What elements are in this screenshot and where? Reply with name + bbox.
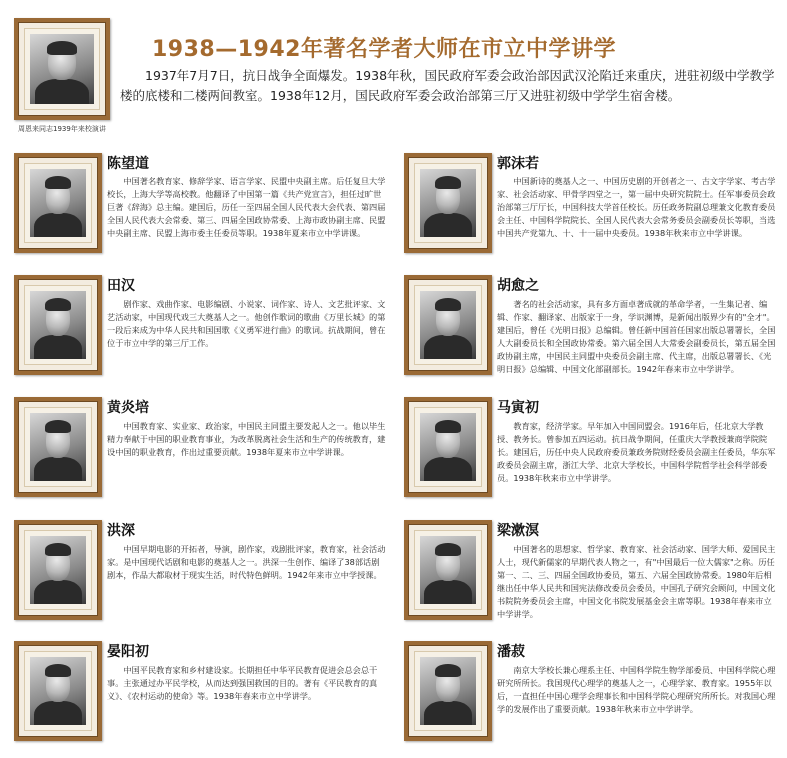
- scholar-name: 潘菽: [497, 644, 525, 660]
- scholar-portrait-frame: [404, 641, 492, 741]
- scholar-name: 晏阳初: [107, 644, 149, 660]
- scholar-portrait-photo: [30, 536, 86, 604]
- header-photo-caption: 周恩来同志1939年来校演讲: [18, 125, 106, 133]
- scholar-portrait-frame: [404, 153, 492, 253]
- scholar-portrait-frame: [404, 397, 492, 497]
- scholar-bio: 中国新诗的奠基人之一、中国历史剧的开创者之一、古文字学家、考古学家、社会活动家、甲骨学四堂之一，第一届中央研究院院士。任军事委员会政治部第三厅厅长，中国科技大学首任校长。历任政务院副总理兼文化教育委员会主任、中国科学院院长、全国人民代表大会常务委员会副委员长等职，当选中国共产党第九、十、十一届中央委员。1938年秋来市立中学讲课。: [497, 176, 776, 238]
- scholar-bio: 中国早期电影的开拓者，导演，剧作家，戏剧批评家，教育家，社会活动家。是中国现代话剧和电影的奠基人之一。洪深一生创作、编译了38部话剧剧本，作品大都取材于现实生活，时代特色鲜明。1942年来市立中学授课。: [107, 544, 386, 580]
- scholar-name: 黄炎培: [107, 400, 149, 416]
- page-title: 1938—1942年著名学者大师在市立中学讲学: [152, 37, 616, 62]
- scholar-name: 马寅初: [497, 400, 539, 416]
- scholar-bio: 中国著名的思想家、哲学家、教育家、社会活动家、国学大师、爱国民主人士，现代新儒家的早期代表人物之一，有"中国最后一位大儒家"之称。历任第一、二、三、四届全国政协委员，第五、六届全国政协常委。1980年后相继出任中华人民共和国宪法修改委员会委员，中国孔子研究会顾问，中国文化书院院务委员会主席，中国文化书院发展基金会主席等职。1938年春来市立中学讲学。: [497, 544, 776, 619]
- scholar-bio: 中国教育家、实业家、政治家，中国民主同盟主要发起人之一。他以毕生精力奉献于中国的职业教育事业，为改革脱离社会生活和生产的传统教育，建设中国的职业教育，作出过重要贡献。1938年夏来市立中学讲课。: [107, 421, 386, 457]
- scholar-name: 田汉: [107, 278, 135, 294]
- scholar-bio: 南京大学校长兼心理系主任、中国科学院生物学部委员、中国科学院心理研究所所长。我国现代心理学的奠基人之一，心理学家、教育家。1955年以后，一直担任中国心理学会理事长和中国科学院心理研究所所长。对我国心理学的发展作出了重要贡献。1938年秋来市立中学讲学。: [497, 665, 776, 714]
- scholar-portrait-frame: [14, 153, 102, 253]
- scholar-portrait-frame: [14, 641, 102, 741]
- scholar-portrait-photo: [420, 291, 476, 359]
- header-portrait-frame: [14, 18, 110, 120]
- scholar-name: 洪深: [107, 523, 135, 539]
- scholar-portrait-frame: [14, 397, 102, 497]
- header-portrait-photo: [30, 34, 94, 104]
- scholar-portrait-frame: [14, 520, 102, 620]
- scholar-portrait-photo: [420, 413, 476, 481]
- scholar-name: 胡愈之: [497, 278, 539, 294]
- scholar-portrait-photo: [30, 657, 86, 725]
- scholar-bio: 中国著名教育家、修辞学家、语言学家、民盟中央副主席。后任复旦大学校长，上海大学等高校教。他翻译了中国第一篇《共产党宣言》，担任过旷世巨著《辞海》总主编。建国后，历任一至四届全国人民代表大会代表、第四届全国人民代表大会常委、第三、四届全国政协常委、上海市政协副主席、民盟中央副主席、民盟上海市委主任委员等职。1938年夏来市立中学讲课。: [107, 176, 386, 238]
- scholar-portrait-frame: [404, 275, 492, 375]
- scholar-bio: 教育家，经济学家。早年加入中国同盟会。1916年后，任北京大学教授、教务长。曾参加五四运动。抗日战争期间，任重庆大学教授兼商学院院长。建国后，历任中央人民政府委员兼政务院财经委员会副主任委员，华东军政委员会副主席，浙江大学、北京大学校长，中国科学院哲学社会科学部委员。1938年秋来市立中学讲学。: [497, 421, 776, 483]
- scholar-portrait-frame: [404, 520, 492, 620]
- scholar-portrait-photo: [30, 291, 86, 359]
- scholar-bio: 中国平民教育家和乡村建设家。长期担任中华平民教育促进会总会总干事。主张通过办平民学校，从而达到强国救国的目的。著有《平民教育的真义》、《农村运动的使命》等。1938年春来市立中学讲学。: [107, 665, 378, 701]
- scholar-portrait-photo: [420, 536, 476, 604]
- scholar-bio: 著名的社会活动家，具有多方面卓著成就的革命学者，一生集记者、编辑、作家、翻译家、出版家于一身，学识渊博，是新闻出版界少有的"全才"。建国后，曾任《光明日报》总编辑。曾任新中国首任国家出版总署署长，全国人大副委员长和全国政协常委。第六届全国人大常委会副委员长，第五届全国政协副主席，中国民主同盟中央委员会副主席、代主席，出版总署署长、《光明日报》总编辑、中国文化部副部长。1942年春来市立中学讲学。: [497, 299, 776, 374]
- scholar-bio: 剧作家、戏曲作家、电影编剧、小说家、词作家、诗人、文艺批评家、文艺活动家，中国现代戏三大奠基人之一。他创作歌词的歌曲《万里长城》的第一段后来成为中华人民共和国国歌《义勇军进行曲》的歌词。抗战期间，曾在位于市立中学的第三厅工作。: [107, 299, 386, 348]
- scholar-portrait-photo: [30, 169, 86, 237]
- scholar-name: 郭沫若: [497, 156, 539, 172]
- scholar-portrait-frame: [14, 275, 102, 375]
- intro-paragraph: 1937年7月7日，抗日战争全面爆发。1938年秋，国民政府军委会政治部因武汉沦陷迁来重庆，进驻初级中学教学楼的底楼和二楼两间教室。1938年12月，国民政府军委会政治部第三厅又进驻初级中学学生宿舍楼。: [120, 68, 775, 103]
- scholar-portrait-photo: [420, 169, 476, 237]
- scholar-name: 陈望道: [107, 156, 149, 172]
- scholar-portrait-photo: [420, 657, 476, 725]
- scholar-name: 梁漱溟: [497, 523, 539, 539]
- scholar-portrait-photo: [30, 413, 86, 481]
